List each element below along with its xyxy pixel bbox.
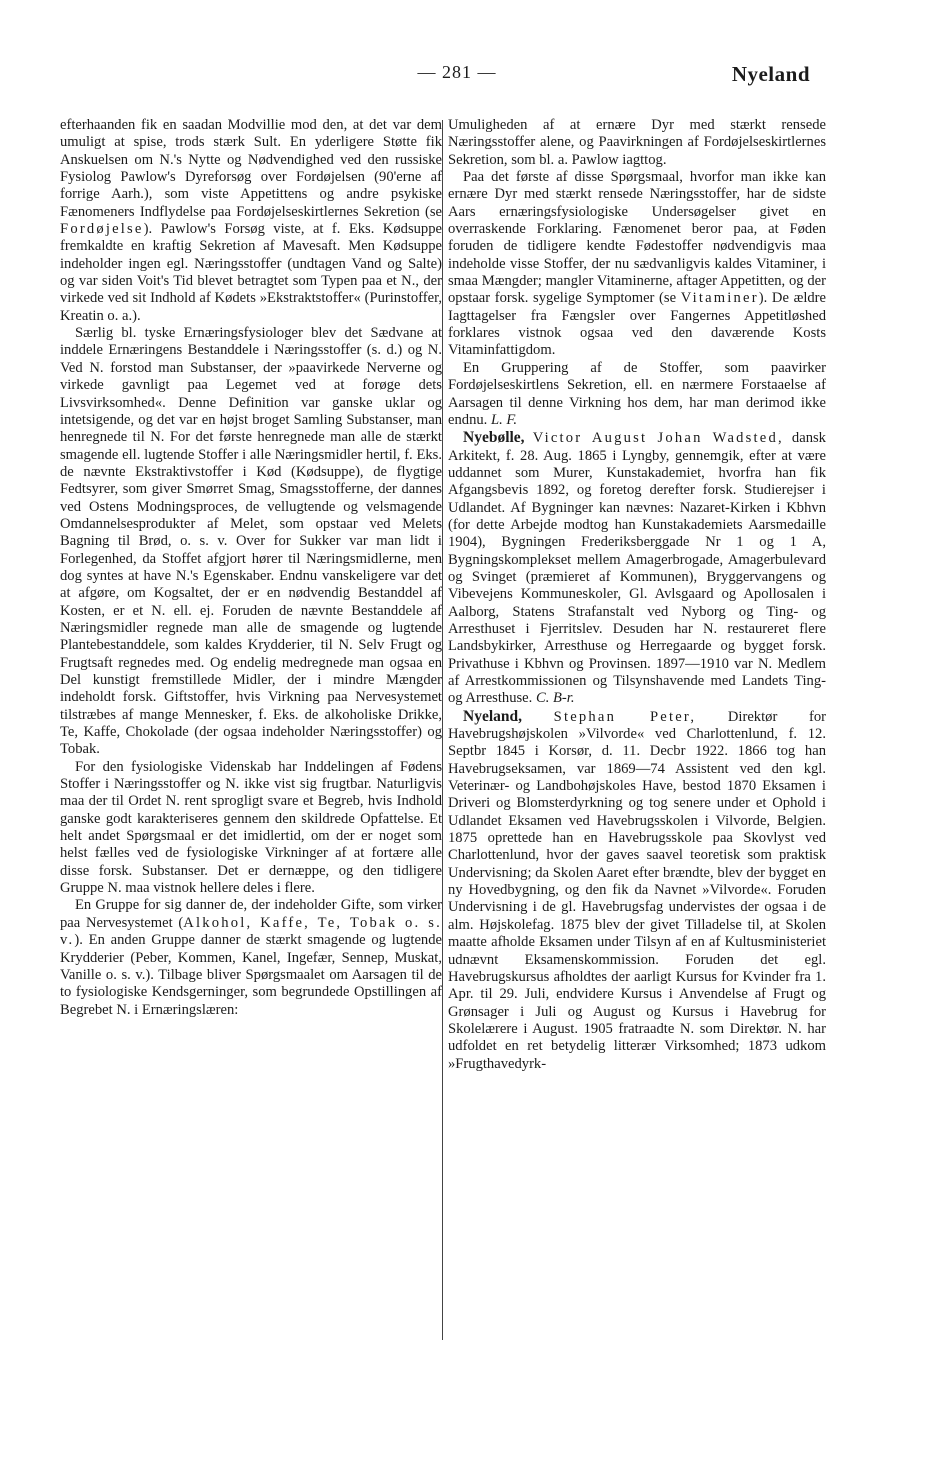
paragraph-text: ). En anden Gruppe danner de stærkt smagende og lugtende Krydderier (Peber, Kommen, Kanel, Ingefær, Sennep, Muskat, Vanille o. s. v.). Tilbage bliver Spørgsmaalet om Aarsagen til de to fysiologiske Kendsgerninger, som begrundede Opstillingen af Begrebet N. i Ernæringslæren:	[60, 932, 442, 1018]
entry-nyeland	[448, 708, 826, 1073]
paragraph	[448, 169, 826, 360]
entry-nyebolle	[448, 429, 826, 708]
entry-headword: Nyebølle,	[463, 429, 525, 447]
left-column	[60, 117, 442, 1347]
paragraph	[60, 897, 442, 1018]
spaced-term: Alkohol, Kaffe, Te, Tobak o. s. v.	[60, 914, 442, 949]
paragraph: For den fysiologiske Videnskab har Inddelingen af Fødens Stoffer i Næringsstoffer og N. ikke vist sig frugtbar. Naturligvis maa der til Ordet N. rent sprogligt svare et Begreb, hvis Indhold ganske godt karakteriseres gennem den skildrede Opfattelse. Et helt andet Spørgsmaal er det imidlertid, om der er noget som helst fælles ved de fysiologiske Virkninger af at fortære alle disse forsk. Substanser. Det er dernæppe, og den tidligere Gruppe N. maa vistnok hellere deles i flere.	[60, 758, 442, 897]
entry-text: dansk Arkitekt, f. 28. Aug. 1865 i Lyngby, gennemgik, efter at være uddannet som Murer, Kunstakademiet, hvorfra han fik Afgangsbevis 1892, og foretog derefter forsk. Studierejser i Udlandet. Af Bygninger kan nævnes: Nazaret-Kirken i Kbhvn (for dette Arbejde modtog han Kunstakademiets Aarsmedaille 1904), Bygningen Frederiksberggade Nr 1 og 1 A, Bygningskomplekset mellem Amagerbrogade, Amagerbulevard og Svinget (præmieret af Kommunen), Bryggervangens og Vibevejens Kommuneskoler, Gl. Avlsgaard og Apollosalen i Aalborg, Statens Strafanstalt ved Nyborg og Ting- og Arresthuset i Fjerritslev. Desuden har N. restaureret flere Landsbykirker, Arresthuse og Herregaarde og bygget forsk. Privathuse i Kbhvn og Provinsen. 1897—1910 var N. Medlem af Arrestkommissionen og Tilsynshavende med Landets Ting- og Arresthuse.	[448, 430, 826, 707]
spaced-term: Fordøjelse	[60, 221, 144, 238]
entry-fullname: Stephan Peter,	[553, 708, 697, 725]
page-number: — 281 —	[417, 62, 497, 82]
author-signature: L. F.	[490, 411, 518, 428]
paragraph-text: En Gruppering af de Stoffer, som paavirker Fordøjelseskirtlens Sekretion, ell. en nærmere Forstaaelse af Aarsagen til denne Virkning hos dem, har man derimod ikke endnu.	[448, 359, 826, 428]
running-head: Nyeland	[731, 62, 810, 86]
entry-headword: Nyeland,	[463, 707, 522, 725]
entry-fullname: Victor August Johan Wadsted,	[532, 430, 784, 447]
spaced-term: Vitaminer	[680, 290, 759, 307]
author-signature: C. B-r.	[535, 690, 575, 707]
column-divider	[442, 120, 443, 1340]
paragraph	[448, 360, 826, 429]
paragraph: Særlig bl. tyske Ernæringsfysiologer blev det Sædvane at inddele Ernæringens Bestanddele i Næringsstoffer (s. d.) og N. Ved N. forstod man Substanser, der »paavirkede Nerverne og virkede gavnligt paa Legemet ved at forøge dets Livsvirksomhed«. Denne Definition var ganske uklar og intetsigende, og det var en højst broget Samling Substanser, man henregnede til N. For det første henregnede man alle de stærkt smagende ell. lugtende Stoffer i alle Næringsmidler hertil, f. Eks. de nævnte Ekstraktivstoffer i Kød (Kødsuppe), de flygtige Fedtsyrer, som giver Smørret Smag, Smagsstofferne, der dannes ved Ostens Modningsproces, de vellugtende og velsmagende Omdannelsesprodukter af Melet, som opstaar ved Melets Bagning til Brød, o. s. v. Over for Sukker var man lidt i Forlegenhed, da Stoffet afgjort hører til Næringsmidlerne, men dog syntes at have N.'s Egenskaber. Endnu vanskeligere var det at afgøre, om Kogsaltet, der er en nødvendig Bestanddel af Kosten, er et N. ell. ej. Foruden de nævnte Bestanddele af Næringsmidler regnede man alle de smagende og lugtende Plantebestanddele, som kaldes Krydderier, til N. Selv Frugt og Frugtsaft regnedes med. Og endelig medregnede man ogsaa en Del kunstigt fremstillede Midler, der i mindre Mængder indeholdt forsk. Giftstoffer, hvis Virkning paa Nervesystemet tilstræbes af mange Mennesker, f. Eks. de alkoholiske Drikke, Te, Kaffe, Chokolade (der ogsaa indeholder Næringsstoffer) og Tobak.	[60, 325, 442, 758]
paragraph-text: Paa det første af disse Spørgsmaal, hvorfor man ikke kan ernære Dyr med stærkt rensede Næringsstoffer, har de sidste Aars ernæringsfysiologiske Undersøgelser givet en overraskende Forklaring. Fænomenet beror paa, at Føden foruden de tidligere kendte Fødestoffer nødvendigvis maa indeholde visse Stoffer, der nu sædvanligvis kaldes Vitaminer, i smaa Mængder; mangler Vitaminerne, aftager Appetitten, og der opstaar forsk. sygelige Symptomer (se	[448, 169, 826, 307]
right-column	[448, 117, 826, 1347]
entry-text: Direktør for Havebrugshøjskolen »Vilvorde« ved Charlottenlund, f. 12. Septbr 1845 i Korsør, d. 11. Decbr 1922. 1866 tog han Havebrugseksamen, var 1869—74 Assistent ved den kgl. Veterinær- og Landbohøjskoles Have, bestod 1870 Eksamen i Driveri og Blomsterdyrkning og tog senere under et Ophold i Udlandet Eksamen ved Havebrugsskolen i Vilvorde, Belgien. 1875 oprettede han en Havebrugsskole paa Skovlyst ved Charlottenlund, hvor der gaves saavel teoretisk som praktisk Undervisning; da Skolen Aaret efter brændte, blev der bygget en ny Hovedbygning, og den fik da Navnet »Vilvorde«. Foruden Undervisning i de gl. Havebrugsfag undervistes der ogsaa i de alm. Højskolefag. 1875 blev der givet Tilladelse til, at Skolen maatte afholde Eksamen under Tilsyn af en af Kultusministeriet udnævnt Eksamenskommission. Foruden det egl. Havebrugskursus afholdtes der aarligt Kursus for Kvinder fra 1. Apr. til 29. Juli, endvidere Kursus i Anvendelse af Frugt og Grønsager i Juli og August og Kursus i Havebrug for Skolelærere i August. 1905 fratraadte N. som Direktør. N. har udfoldet en ret betydelig litterær Virksomhed; 1873 udkom »Frugthavedyrk-	[448, 708, 826, 1072]
paragraph-text: ). De ældre Iagttagelser fra Fængsler over Fangernes Appetitløshed forklares vistnok ogsaa ved den daværende Kosts Vitaminfattigdom.	[448, 290, 826, 359]
paragraph-text: efterhaanden fik en saadan Modvillie mod den, at det var dem umuligt at spise, trods stærk Sult. En yderligere Støtte fik Anskuelsen om N.'s Nytte og Nødvendighed ved den russiske Fysiolog Pawlow's Dyreforsøg over Fordøjelsen (90'erne af forrige Aarh.), som viste Appetittens og andre psykiske Fænomeners Indflydelse paa Fordøjelseskirtlernes Sekretion (se	[60, 117, 442, 220]
paragraph: Umuligheden af at ernære Dyr med stærkt rensede Næringsstoffer alene, og Paavirkningen af Fordøjelseskirtlernes Sekretion, som bl. a. Pawlow iagttog.	[448, 117, 826, 168]
paragraph-text: ). Pawlow's Forsøg viste, at f. Eks. Kødsuppe fremkaldte en kraftig Sekretion af Mavesaft. Men Kødsuppe indeholder ingen egl. Næringsstoffer (undtagen Vand og Salte) og var siden Voit's Tid blevet betragtet som Typen paa et N., der virkede ved sit Indhold af Kødets »Ekstraktstoffer« (Purinstoffer, Kreatin o. a.).	[60, 221, 442, 324]
paragraph	[60, 117, 442, 325]
paragraph-text: En Gruppe for sig danner de, der indeholder Gifte, som virker paa Nervesystemet (	[60, 897, 442, 931]
page-header	[0, 62, 928, 96]
